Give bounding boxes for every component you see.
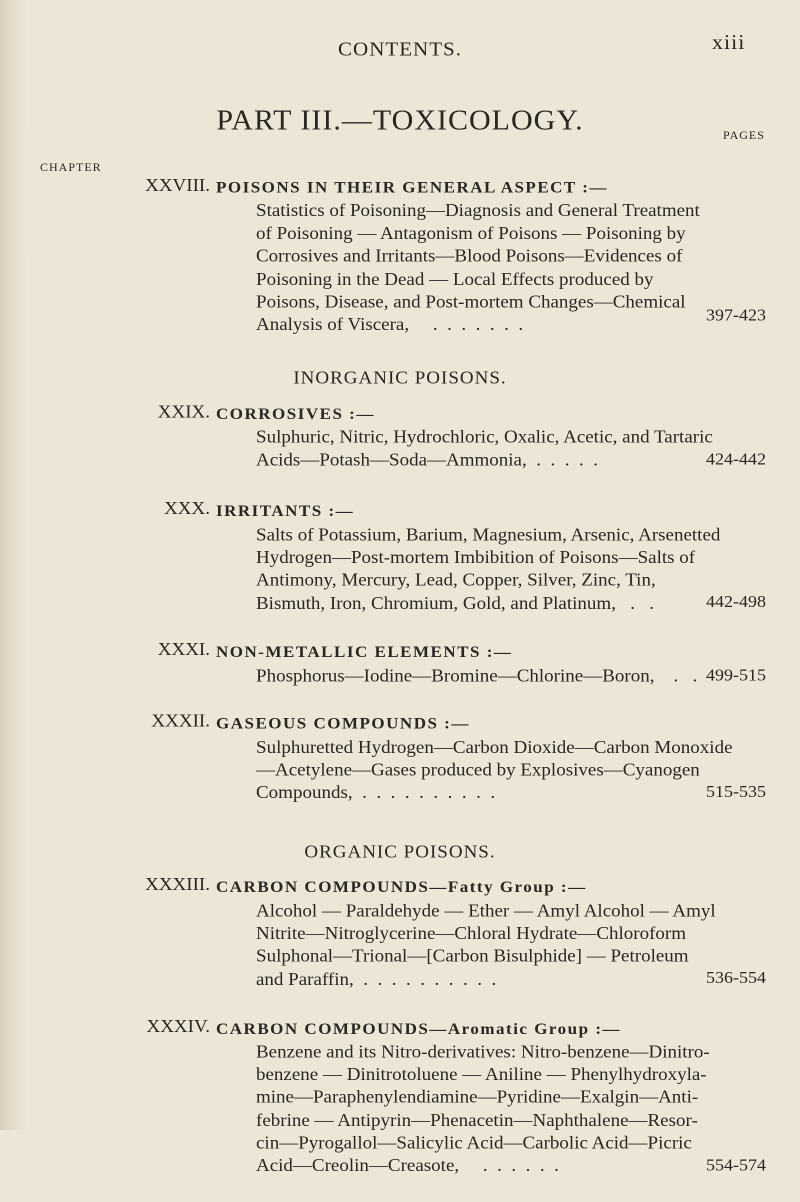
running-head-title: CONTENTS. bbox=[338, 37, 462, 61]
description-line: —Acetylene—Gases produced by Explosives—Cyanogen bbox=[256, 760, 700, 781]
description-line: Corrosives and Irritants—Blood Poisons—Evidences of bbox=[256, 246, 683, 267]
description-line: febrine — Antipyrin—Phenacetin—Naphthalene—Resor- bbox=[256, 1110, 698, 1131]
page-range: 442-498 bbox=[706, 592, 766, 611]
running-head-page-number: xiii bbox=[712, 30, 746, 54]
chapter-title: NON-METALLIC ELEMENTS :— bbox=[216, 642, 513, 661]
description-line: Poisons, Disease, and Post-mortem Changes—Chemical bbox=[256, 292, 686, 312]
description-line: Poisoning in the Dead — Local Effects produced by bbox=[256, 269, 654, 290]
page-edge-shadow bbox=[0, 0, 28, 1130]
description-line: Analysis of Viscera, . . . . . . . bbox=[256, 314, 524, 335]
description-line: Salts of Potassium, Barium, Magnesium, Arsenic, Arsenetted bbox=[256, 525, 721, 546]
description-line: Bismuth, Iron, Chromium, Gold, and Platinum, . . bbox=[256, 593, 654, 614]
chapter-column-label: CHAPTER bbox=[40, 160, 102, 174]
description-line: Phosphorus—Iodine—Bromine—Chlorine—Boron, . . bbox=[256, 666, 698, 687]
chapter-title: GASEOUS COMPOUNDS :— bbox=[216, 714, 470, 733]
page-range: 515-535 bbox=[706, 782, 766, 801]
description-line: cin—Pyrogallol—Salicylic Acid—Carbolic Acid—Picric bbox=[256, 1133, 692, 1154]
description-line: mine—Paraphenylendiamine—Pyridine—Exalgin—Anti- bbox=[256, 1087, 699, 1108]
chapter-number: XXVIII. bbox=[145, 175, 210, 196]
page-range: 499-515 bbox=[706, 665, 766, 685]
description-line: Benzene and its Nitro-derivatives: Nitro-benzene—Dinitro- bbox=[256, 1042, 710, 1063]
section-heading-inorganic: INORGANIC POISONS. bbox=[293, 368, 507, 389]
description-line: Alcohol — Paraldehyde — Ether — Amyl Alcohol — Amyl bbox=[256, 901, 716, 922]
chapter-number: XXXI. bbox=[157, 640, 210, 660]
description-line: Compounds, . . . . . . . . . . bbox=[256, 783, 496, 804]
part-title: PART III.—TOXICOLOGY. bbox=[216, 105, 584, 137]
chapter-number: XXXIV. bbox=[146, 1017, 210, 1037]
description-line: Statistics of Poisoning—Diagnosis and General Treatment bbox=[256, 201, 700, 221]
description-line: of Poisoning — Antagonism of Poisons — Poisoning by bbox=[256, 223, 686, 244]
description-line: Sulphuretted Hydrogen—Carbon Dioxide—Carbon Monoxide bbox=[256, 737, 733, 758]
chapter-number: XXIX. bbox=[157, 402, 210, 423]
description-line: Nitrite—Nitroglycerine—Chloral Hydrate—Chloroform bbox=[256, 924, 687, 944]
description-line: Sulphuric, Nitric, Hydrochloric, Oxalic, Acetic, and Tartaric bbox=[256, 427, 713, 448]
page-range: 397-423 bbox=[706, 305, 766, 325]
chapter-title: IRRITANTS :— bbox=[216, 501, 355, 520]
description-line: Acid—Creolin—Creasote, . . . . . . bbox=[256, 1156, 559, 1176]
description-line: Acids—Potash—Soda—Ammonia, . . . . . bbox=[256, 450, 598, 471]
chapter-title: CARBON COMPOUNDS—Fatty Group :— bbox=[216, 877, 587, 896]
chapter-title: POISONS IN THEIR GENERAL ASPECT :— bbox=[216, 178, 608, 197]
description-line: benzene — Dinitrotoluene — Aniline — Phenylhydroxyla- bbox=[256, 1065, 707, 1085]
chapter-number: XXX. bbox=[164, 499, 210, 519]
description-line: Antimony, Mercury, Lead, Copper, Silver, Zinc, Tin, bbox=[256, 570, 656, 591]
pages-column-label: PAGES bbox=[723, 128, 765, 142]
running-head bbox=[0, 30, 800, 68]
section-heading-organic: ORGANIC POISONS. bbox=[304, 842, 496, 862]
description-line: Hydrogen—Post-mortem Imbibition of Poisons—Salts of bbox=[256, 548, 696, 568]
chapter-number: XXXII. bbox=[151, 711, 210, 732]
page-range: 536-554 bbox=[706, 968, 766, 987]
description-line: and Paraffin, . . . . . . . . . . bbox=[256, 969, 497, 990]
chapter-number: XXXIII. bbox=[145, 875, 210, 895]
description-line: Sulphonal—Trional—[Carbon Bisulphide] — Petroleum bbox=[256, 946, 689, 967]
page-range: 424-442 bbox=[706, 449, 766, 469]
chapter-title: CORROSIVES :— bbox=[216, 405, 375, 423]
chapter-title: CARBON COMPOUNDS—Aromatic Group :— bbox=[216, 1019, 621, 1038]
page-range: 554-574 bbox=[706, 1155, 766, 1175]
